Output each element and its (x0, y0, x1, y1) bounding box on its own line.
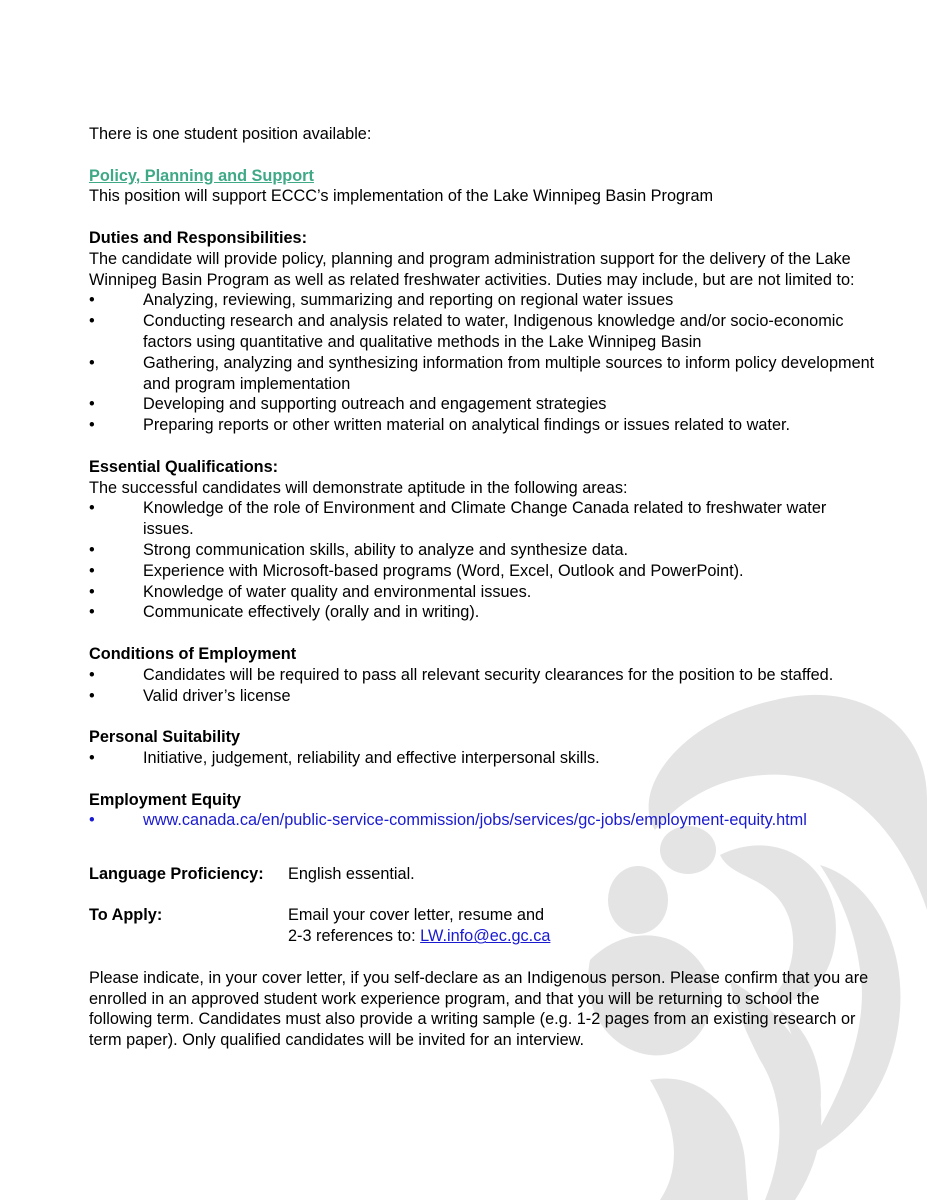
list-item: • Gathering, analyzing and synthesizing information from multiple sources to inform policy development and program implementation (89, 353, 875, 393)
closing-paragraph: Please indicate, in your cover letter, if you self-declare as an Indigenous person. Please confirm that you are enrolled in an approved student work experience program, and that you will be returning to school the following term. Candidates must also provide a writing sample (e.g. 1-2 pages from an existing research or term paper). Only qualified candidates will be invited for an interview. (89, 968, 869, 1050)
bullet-icon: • (89, 665, 95, 684)
apply-details (288, 905, 550, 947)
list-item: • Preparing reports or other written material on analytical findings or issues related to water. (89, 416, 791, 435)
email-link[interactable]: LW.info@ec.gc.ca (420, 927, 551, 946)
list-item: • Conducting research and analysis related to water, Indigenous knowledge and/or socio-economic factors using quantitative and qualitative methods in the Lake Winnipeg Basin (89, 312, 844, 351)
bullet-icon: • (89, 811, 95, 830)
language-value: English essential. (288, 864, 415, 883)
list-item: • Communicate effectively (orally and in writing). (89, 603, 480, 622)
list-item: • Developing and supporting outreach and engagement strategies (89, 395, 607, 414)
language-label: Language Proficiency: (89, 864, 264, 883)
bullet-icon: • (89, 291, 95, 310)
apply-label: To Apply: (89, 906, 163, 925)
list-item: • Knowledge of water quality and environmental issues. (89, 582, 532, 601)
position-title-link[interactable]: Policy, Planning and Support (89, 166, 314, 185)
bullet-icon: • (89, 499, 95, 518)
list-item: • Analyzing, reviewing, summarizing and reporting on regional water issues (89, 291, 674, 310)
bullet-icon: • (89, 353, 95, 372)
bullet-icon: • (89, 395, 95, 414)
qualifications-list (89, 498, 879, 623)
apply-row (89, 905, 879, 947)
intro-text: There is one student position available: (89, 125, 372, 143)
bullet-icon: • (89, 686, 95, 705)
list-item (89, 810, 879, 831)
suitability-heading: Personal Suitability (89, 728, 241, 747)
bullet-icon: • (89, 582, 95, 601)
apply-line-2: 2-3 references to: LW.info@ec.gc.ca (288, 927, 551, 946)
list-item: • Valid driver’s license (89, 686, 291, 705)
bullet-icon: • (89, 603, 95, 622)
bullet-icon: • (89, 561, 95, 580)
bullet-icon: • (89, 748, 95, 767)
language-row (89, 864, 879, 885)
position-description: This position will support ECCC’s implementation of the Lake Winnipeg Basin Program (89, 187, 714, 206)
list-item: • Initiative, judgement, reliability and effective interpersonal skills. (89, 748, 600, 767)
list-item: • Knowledge of the role of Environment and Climate Change Canada related to freshwater water issues. (89, 499, 827, 539)
document-body (89, 124, 879, 1051)
list-item: • Experience with Microsoft-based programs (Word, Excel, Outlook and PowerPoint). (89, 561, 744, 580)
bullet-icon: • (89, 312, 95, 331)
qualifications-intro: The successful candidates will demonstrate aptitude in the following areas: (89, 478, 628, 497)
apply-line-1: Email your cover letter, resume and (288, 906, 545, 925)
equity-heading: Employment Equity (89, 790, 241, 809)
list-item: • Strong communication skills, ability to analyze and synthesize data. (89, 540, 629, 559)
conditions-heading: Conditions of Employment (89, 644, 297, 663)
duties-intro: The candidate will provide policy, planning and program administration support for the delivery of the Lake Winnipeg Basin Program as well as related freshwater activities. Duties may include, but are not limited to: (89, 249, 855, 289)
bullet-icon: • (89, 416, 95, 435)
bullet-icon: • (89, 540, 95, 559)
list-item: • Candidates will be required to pass all relevant security clearances for the position to be staffed. (89, 665, 834, 684)
qualifications-heading: Essential Qualifications: (89, 457, 279, 476)
suitability-list (89, 748, 879, 769)
duties-heading: Duties and Responsibilities: (89, 228, 308, 247)
employment-equity-link[interactable]: www.canada.ca/en/public-service-commission/jobs/services/gc-jobs/employment-equity.html (143, 811, 807, 830)
duties-list (89, 290, 879, 436)
conditions-list (89, 665, 879, 707)
